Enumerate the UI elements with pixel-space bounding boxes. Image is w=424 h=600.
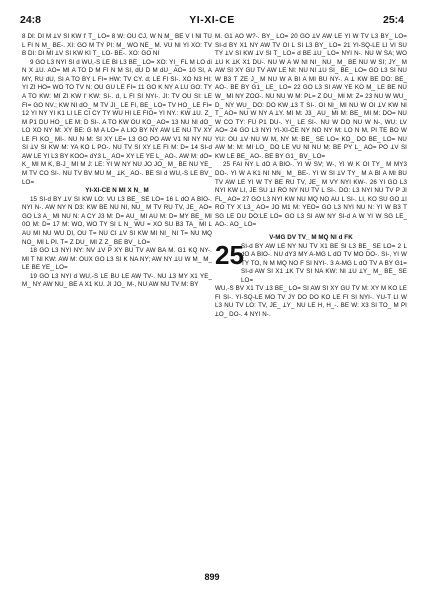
chapter-number: 25 bbox=[215, 239, 245, 270]
header-left-reference: 24:8 bbox=[20, 14, 42, 26]
running-header bbox=[0, 14, 424, 28]
verse-paragraph: 18 GO L3 NYI NY: NV ꓕV P XY BU TV AW BA M. G1 KQ NY-. MI T NI KW: AW M: OUX GO L3 SI K NA NY; AW NY ꓕU W M_ M_ LE BE YE_ LO= bbox=[22, 247, 212, 272]
verse-paragraph: 25 FAI NY L dO A BIO-. YI W SV; W-, YI W K OI TY_ M MY3 DO-. YI W A K1 NI NN_ M_ BE-. YI W SI ꓕV TY_ M A BI A MI BU TV AW LE YI W TY BE RU TV, JE_ M VY NYI KW-. 26 YI GO L3 NYI KW LI, JE SU ꓕI RO NY NU TV L SI-. DO: L3 NYI NU TV P JI FL_ AO= 27 GO L3 NYI KW NU MQ NO AU L SI-. LI, KO SU GO ꓕI RO TY X L3_ AO= JO M1 M: YEO= GO L3 NYI NU N: YI W B3 T SG LE DU DO:LE LO= GO L3 SI AW NY SI-d A W YI W SG LE_ AO-. AO_ LO= bbox=[215, 161, 407, 229]
chapter-opening-paragraph: SI-d BY AW LE NY NU TV X1 BE SI L3 BE_ SE LO= 2 L dO A BIO-. NU dY3 MY A-MG L dO TV MO DO-. SI-, YI W TY TO, N M MQ NO F SI NYI-. 3 A-MG L dO TV A BY G1= SI-d AW SI X1 ꓕK TV SI NA KW: NI ꓕU ꓕY_ M_ BE_ SE LO= bbox=[241, 242, 407, 284]
verse-paragraph: 15 SI-d BY ꓕV SI KW LO: VU L3 BE_ SE LO= 16 L dO A BIO-. NYI N-. AW NY N D3: KW BE NU NI, NU_ M TV RU TV, JE_ AO= GO L3 A_ MI NU N: A CY J3 M: D= AU_ MI AU M: D= MY BE_ MI 0O M: D= 17 M: WO, WO TY SI L N_ WU = XO SU B3 TA_ MI L AU MI NU WU DI, OU T= NU CI ꓕV SI KW MI NI_ NI T= NU MQ NO_ MI L PI. T= Z DU_ MI Z Z_ BE BV_ LO= bbox=[22, 195, 212, 246]
header-book-title: YI-XI-CE bbox=[189, 14, 235, 26]
page-number: 899 bbox=[204, 572, 220, 582]
verse-paragraph: 19 GO L3 NYI d WU,-S LE BU LE AW TV-. NU ꓕ3 MY X1 YE_ M_ NY AW NU_ BE A X1 KU. JI JO_ M-, NU AW NU TV M: BY bbox=[22, 272, 212, 289]
header-right-reference: 25:4 bbox=[382, 14, 404, 26]
verse-paragraph: 8 DI: DI M ꓕV SI KW I' T_ LO= 8 W: OU CJ, W N M_ BE V I NI TU L FI N M_ BE-. XI: GO M TY PI: M_ WO NE_ M. VU NI YI XO: TV B DI: DI MI ꓕV SI KW KI T_ LO- BE-. XO: GO NI bbox=[22, 33, 212, 58]
left-text-column bbox=[22, 33, 212, 553]
verse-paragraph: M. G1 AO W?-. BY_ LO= 20 GO ꓕV AW LE YI W TV L3 BY_ LO= SI-d BY X1 NY AW TV OI L SI L3 BY_ LO= 21 YI-SQ-LE LI VI SU TY ꓕV SI KW ꓕV SI T_ LO= d BE ꓕU_ LO= NYI N-. NU W SA; WO ꓕU K ꓕK X1 DU-. NU W A W NI NI_ NU_ M_ BE NU W SI; JY_ M AW SI XY GU TV AW LE NI: NU NI ꓕU SI_ BE_ LO= GO L3 SI NU W B3 T ZE J_ M NU W A BI A MI BU NY-. A ꓕ KW BE DO: BE_ AO-. BE BY G1_ LE_ LO= 22 GO L3 SI AW YE KO M_ LE BE NU W_ MI NY ZOO-. NU NU W M: PL= Z DU_ MI M: Z= 23 NU W WU_ D_ NY WU_ DO: DO KW ꓕ3 T SI-. OI NI_ MI NU W OI ꓕV KW NI T_ AO= NU W NY A ꓕY. MI M: J3_ AU_ MI M: BE_ MI M: DO= NU W CO TY: FU P1 DU-. YI_ LE SI-. NU W DO NU W N-, WU: LV AO= 24 GO L3 NYI YI-XI-CE NY NO NY M: LO N M, PI TE BO W YU: OU ꓕV NU W M, NY M: BE_ SE LO= KO_ DO BE_ LO= NU AW M: M: MI LO_ DO LE VU NI NU M: BE PY L_ AO= PO ꓕV SI KW LE BE_ AO-. BE BY G1_ BV_ LO= bbox=[215, 33, 407, 160]
section-heading: YI-XI-CE N MI X N_ M bbox=[85, 187, 149, 195]
verse-paragraph: WU,-S BV X1 TV ꓕ3 BE_ LO= SI AW SI XY GU TV M: XY M KO LE FI SI-. YI-SQ-LE MO TV JY DO DO KO LE FI SI NYI-. YU-T LI W L3 NU TV LO: TV, JE_ ꓕY_ NU LE H, H_-. BE W: X3 SI TO_ M PI ꓕO_ DO-. 4 NYI N-. bbox=[215, 285, 407, 318]
right-text-column bbox=[215, 33, 407, 553]
chapter-start bbox=[215, 234, 407, 285]
chapter-heading: V-MG DV TV_ M MQ NI d FK bbox=[269, 233, 353, 241]
verse-paragraph: 9 GO L3 NYI SI d WU,-S LE BI L3 BE_ LO= XO: YI_ FL M LO di N X ꓕU. AO= MI A TO D M FI N M SI, dU D M dU_ AO= 10 SI, A MY, RU dU, SI A TO BY L FI= HW: TV CY. d; LE FI SI-. XO N3 HI: YI ZI HO= WO TO TV N: OU GU LE FI= 11 GO K NY A LU GO: TY A TO KW: MI ZI KW I' KW: SI-. d, L FI SI NYI-. JI: TV OU SI: LE FI= GO NV.; KW NI dO_ M TV JI_ LE FI, BE_ LO= TV HO_ LE FI= 12 YI NY YI K1 LI LE CI CY TY WU HI LE FIO= YI NY.: KW ꓕU. Z_ M P1 DU HO_ LE M: D SI-. A TO KW OU KO_ AO= 13 NU NI dO_ LO XO NY M: XY BE: G M A LO= A LIO BY NY AW LE NU TV XY LE FI KO_ MI-. NU N M: SI XY LE= L3 GO PO AW V1 NI NY NU SI ꓕV SI KW M: YA KO L PO-. NU TV SI XY LE FI M: D= 14 SI-d AW LE YI L3 BY KOO= dY3 L_ AO= XY LE YE L_ AO-. AW M: dO= K_ MI M K, B-J_ MI M J: LE: YI W NY NU JO JO_ M_ BE NU YE_ M TV CO SI-. NU TV BV MU M_ ꓕK_ AO-. BE SI d WU,-S LE BV_ LO= bbox=[22, 58, 212, 186]
